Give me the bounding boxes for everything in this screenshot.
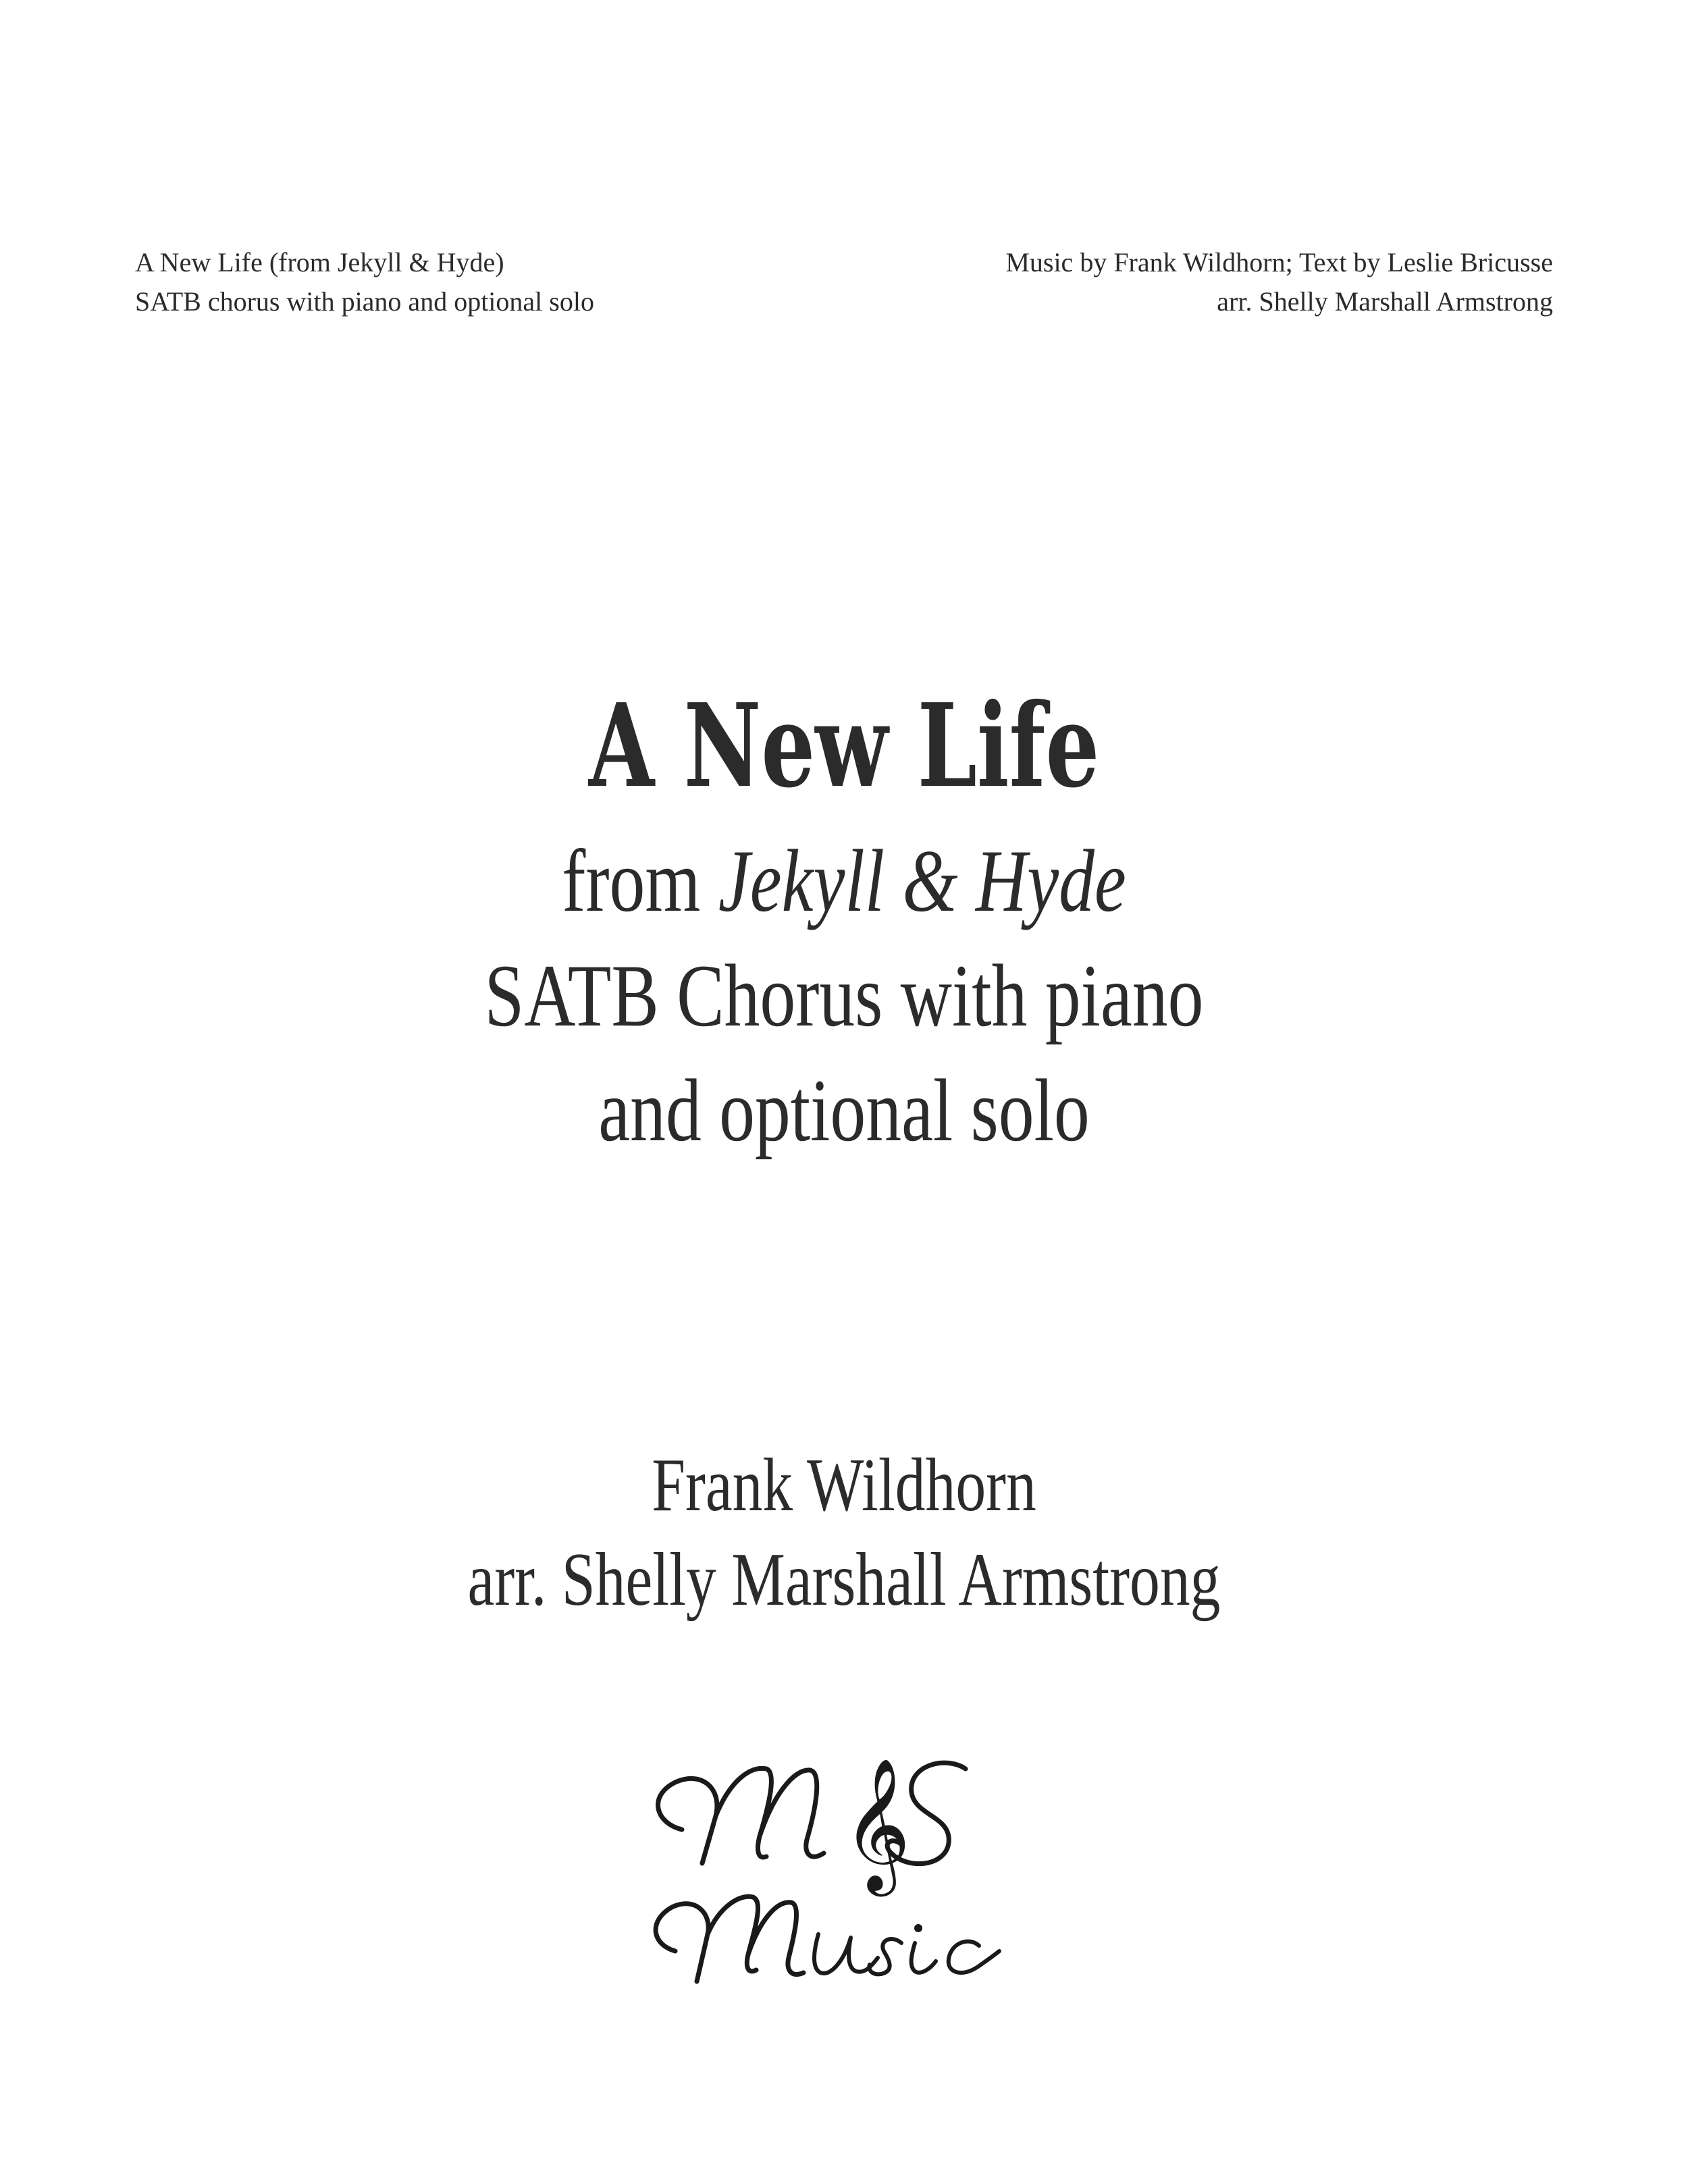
- header-right: [1005, 243, 1553, 321]
- publisher-logo: [641, 1728, 1047, 2012]
- treble-clef-icon: 𝄞: [843, 1757, 911, 1891]
- credits: [0, 1438, 1688, 1627]
- title-block: [0, 678, 1688, 1168]
- subtitle-voicing: SATB Chorus with piano: [484, 946, 1204, 1045]
- subtitle-solo: and optional solo: [598, 1061, 1090, 1160]
- composer-name: Frank Wildhorn: [652, 1443, 1036, 1527]
- page-title: A New Life: [588, 678, 1100, 814]
- header-right-arranger: arr. Shelly Marshall Armstrong: [1217, 286, 1553, 317]
- header-right-authors: Music by Frank Wildhorn; Text by Leslie Bricusse: [1005, 247, 1553, 277]
- show-title: Jekyll & Hyde: [718, 831, 1126, 930]
- from-prefix: from: [562, 831, 718, 930]
- header-left-voicing: SATB chorus with piano and optional solo: [135, 286, 594, 317]
- subtitle-from: [169, 824, 1519, 938]
- header-left: [135, 243, 594, 321]
- header-left-title: A New Life (from Jekyll & Hyde): [135, 247, 504, 277]
- arranger-name: arr. Shelly Marshall Armstrong: [467, 1538, 1221, 1622]
